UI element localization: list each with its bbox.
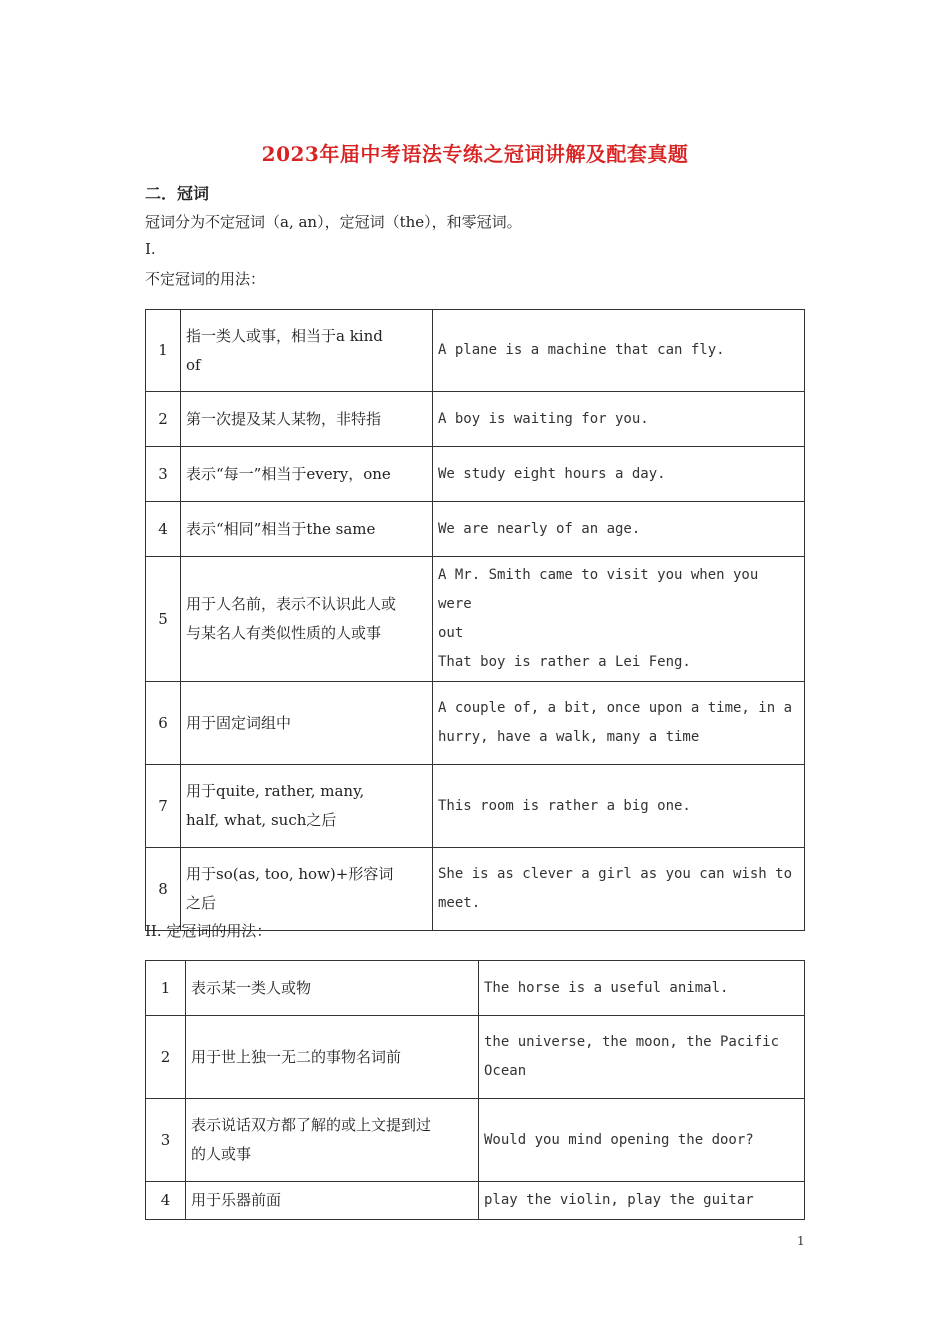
example-cell: [433, 765, 805, 848]
usage-cell: [181, 447, 433, 502]
table-row: [146, 1182, 805, 1220]
example-line: She is as clever a girl as you can wish to: [438, 866, 793, 882]
row-number: 5: [146, 557, 181, 682]
usage-line: 用于乐器前面: [191, 1191, 282, 1209]
definite-heading: II. 定冠词的用法：: [145, 922, 272, 940]
example-cell: [433, 502, 805, 557]
example-cell: [479, 1182, 805, 1220]
usage-line: 第一次提及某人某物，非特指: [186, 409, 382, 428]
usage-line: 表示某一类人或物: [191, 978, 312, 997]
example-line: Ocean: [484, 1063, 527, 1079]
usage-line: of: [186, 355, 201, 374]
usage-line: 之后: [186, 894, 217, 912]
example-cell: [433, 848, 805, 931]
roman-numeral-one: I.: [145, 240, 156, 258]
usage-line: 表示“每一”相当于every，one: [186, 464, 391, 483]
example-line: out: [438, 625, 464, 641]
table-row: [146, 447, 805, 502]
example-line: A couple of, a bit, once upon a time, in a: [438, 700, 793, 716]
table-row: [146, 502, 805, 557]
row-number: 7: [146, 765, 181, 848]
example-cell: [433, 392, 805, 447]
example-line: meet.: [438, 895, 481, 911]
table-row: [146, 310, 805, 392]
page-title: 2023年届中考语法专练之冠词讲解及配套真题: [261, 142, 689, 166]
usage-cell: [181, 392, 433, 447]
indefinite-heading: 不定冠词的用法：: [145, 270, 266, 288]
table-row: [146, 961, 805, 1016]
usage-cell: [186, 1099, 479, 1182]
row-number: 1: [146, 961, 186, 1016]
example-line: hurry, have a walk, many a time: [438, 729, 700, 745]
example-cell: [479, 1016, 805, 1099]
row-number: 6: [146, 682, 181, 765]
usage-line: 用于世上独一无二的事物名词前: [191, 1047, 402, 1066]
section-heading: 二．冠词: [145, 184, 210, 203]
page-number: 1: [797, 1234, 805, 1248]
intro-text: 冠词分为不定冠词（a, an），定冠词（the），和零冠词。: [145, 213, 522, 231]
example-line: We study eight hours a day.: [438, 465, 666, 482]
usage-cell: [181, 557, 433, 682]
usage-cell: [181, 502, 433, 557]
usage-line: 用于quite, rather, many,: [186, 782, 365, 800]
usage-cell: [186, 961, 479, 1016]
usage-line: 的人或事: [191, 1145, 252, 1163]
example-cell: [479, 1099, 805, 1182]
example-cell: [433, 310, 805, 392]
row-number: 2: [146, 392, 181, 447]
usage-line: 用于人名前，表示不认识此人或: [186, 595, 397, 613]
usage-line: 用于固定词组中: [186, 713, 292, 732]
row-number: 3: [146, 447, 181, 502]
usage-cell: [181, 682, 433, 765]
example-line: This room is rather a big one.: [438, 797, 691, 814]
example-cell: [433, 682, 805, 765]
usage-line: 用于so(as, too, how)+形容词: [186, 865, 394, 883]
usage-line: 与某名人有类似性质的人或事: [186, 624, 382, 642]
row-number: 3: [146, 1099, 186, 1182]
table-row: [146, 1016, 805, 1099]
example-line: We are nearly of an age.: [438, 520, 641, 537]
table-row: [146, 557, 805, 682]
example-cell: [479, 961, 805, 1016]
example-line: Would you mind opening the door?: [484, 1131, 754, 1148]
usage-cell: [181, 848, 433, 931]
table-row: [146, 1099, 805, 1182]
usage-cell: [181, 310, 433, 392]
table-row: [146, 392, 805, 447]
row-number: 4: [146, 1182, 186, 1220]
usage-cell: [186, 1182, 479, 1220]
example-line: A Mr. Smith came to visit you when you were: [438, 567, 759, 612]
usage-line: 表示说话双方都了解的或上文提到过: [191, 1116, 432, 1134]
usage-line: 指一类人或事，相当于a kind: [186, 326, 383, 345]
row-number: 8: [146, 848, 181, 931]
row-number: 1: [146, 310, 181, 392]
row-number: 2: [146, 1016, 186, 1099]
example-line: That boy is rather a Lei Feng.: [438, 654, 691, 670]
usage-line: 表示“相同”相当于the same: [186, 519, 376, 538]
example-cell: [433, 447, 805, 502]
example-line: play the violin, play the guitar: [484, 1192, 754, 1208]
example-cell: [433, 557, 805, 682]
usage-line: half, what, such之后: [186, 811, 337, 829]
example-line: A plane is a machine that can fly.: [438, 342, 725, 358]
row-number: 4: [146, 502, 181, 557]
usage-cell: [181, 765, 433, 848]
example-line: The horse is a useful animal.: [484, 979, 729, 996]
example-line: A boy is waiting for you.: [438, 410, 649, 427]
table-row: [146, 682, 805, 765]
table-row: [146, 848, 805, 931]
example-line: the universe, the moon, the Pacific: [484, 1034, 780, 1050]
definite-article-table: [145, 960, 805, 1220]
indefinite-article-table: [145, 309, 805, 931]
usage-cell: [186, 1016, 479, 1099]
table-row: [146, 765, 805, 848]
